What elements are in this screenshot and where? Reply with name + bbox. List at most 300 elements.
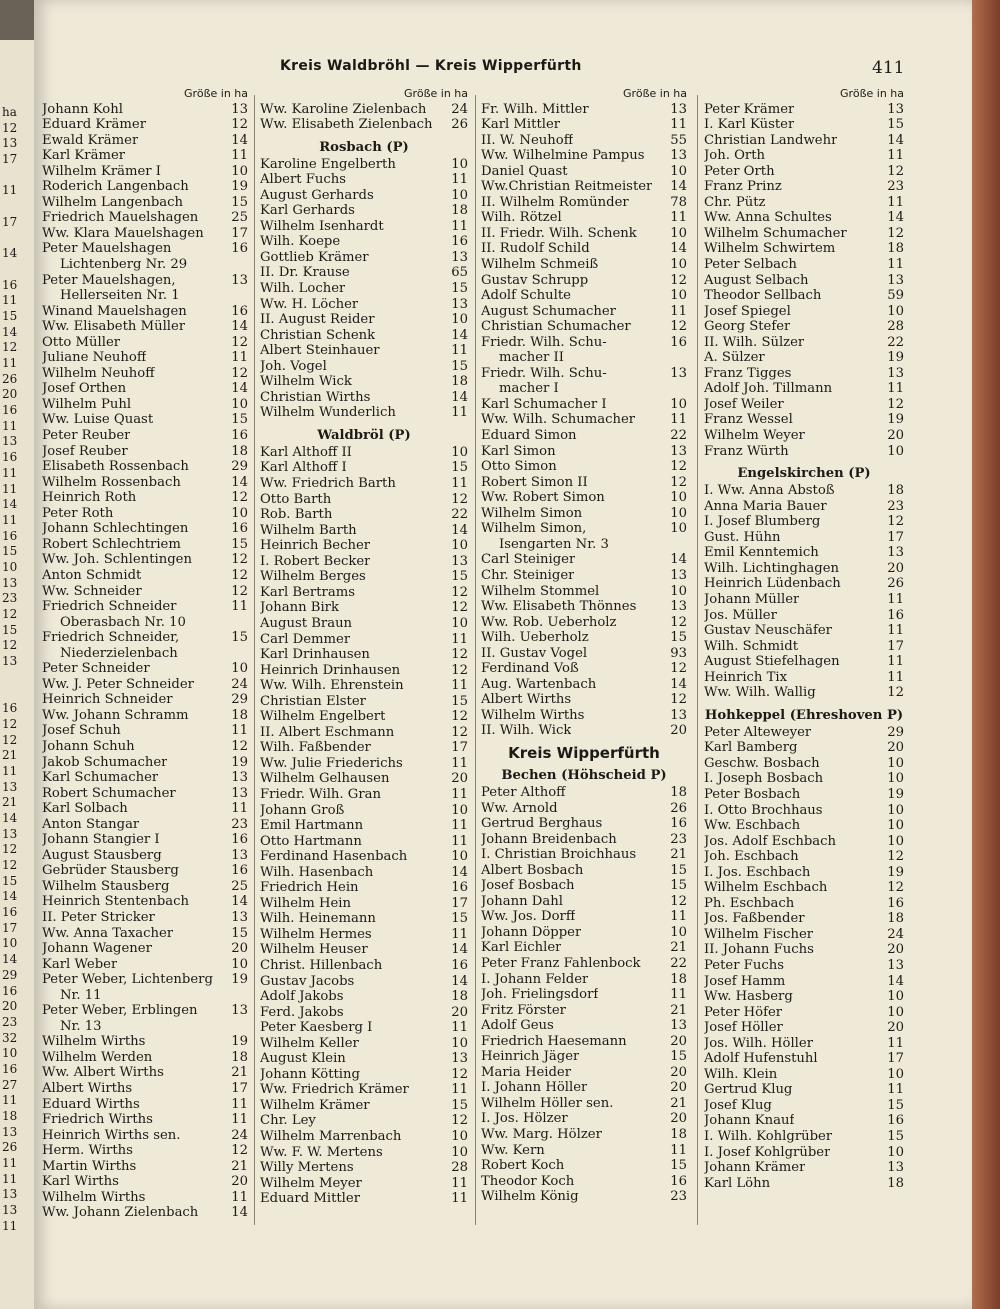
owner-name: Johann Schlechtingen — [42, 521, 189, 537]
owner-entry — [704, 670, 904, 686]
owner-entry — [260, 492, 468, 508]
owner-name: Heinrich Jäger — [481, 1049, 580, 1065]
owner-name: Otto Simon — [481, 459, 557, 475]
owner-name: Peter Weber, Lichtenberg — [42, 972, 213, 988]
column-header: Größe in ha — [840, 87, 904, 100]
owner-entry — [42, 832, 248, 848]
area-ha: 15 — [451, 358, 468, 374]
margin-number: 16 — [2, 528, 18, 543]
entry-continuation — [481, 381, 687, 397]
owner-entry — [481, 692, 687, 708]
column-3 — [481, 86, 687, 1205]
owner-name: Heinrich Wirths sen. — [42, 1127, 181, 1143]
area-ha: 16 — [887, 1113, 904, 1129]
area-ha: 11 — [231, 148, 248, 164]
owner-name: Heinrich Lüdenbach — [704, 576, 841, 592]
owner-name: Wilhelm Langenbach — [42, 194, 184, 210]
area-ha: 11 — [887, 148, 904, 164]
owner-name: Wilhelm Heuser — [260, 942, 368, 958]
owner-entry — [704, 756, 904, 772]
owner-entry — [481, 1018, 687, 1034]
margin-number: 12 — [2, 340, 18, 355]
owner-entry — [42, 102, 248, 118]
owner-name: Karl Eichler — [481, 940, 562, 956]
owner-entry — [260, 234, 468, 250]
owner-name: Wilh. Schmidt — [704, 638, 799, 654]
owner-name: Franz Würth — [704, 443, 789, 459]
area-ha: 18 — [231, 1049, 248, 1065]
owner-name: Joh. Orth — [704, 148, 766, 164]
area-ha: 14 — [887, 132, 904, 148]
area-ha: 10 — [231, 396, 248, 412]
owner-entry — [260, 265, 468, 281]
entry-continuation — [481, 537, 687, 553]
page-number: 411 — [872, 58, 905, 78]
owner-entry — [260, 942, 468, 958]
column-2 — [260, 86, 468, 1207]
margin-number: 13 — [2, 1187, 18, 1202]
owner-name: Gustav Schrupp — [481, 272, 589, 288]
owner-name: Wilhelm Hermes — [260, 926, 372, 942]
owner-name: Wilhelm Weyer — [704, 428, 805, 444]
owner-entry — [704, 412, 904, 428]
margin-number: 16 — [2, 277, 18, 292]
margin-number — [2, 231, 32, 247]
owner-entry — [42, 1112, 248, 1128]
margin-number: 13 — [2, 575, 18, 590]
owner-entry — [42, 1128, 248, 1144]
owner-name: Wilhelm Eschbach — [704, 880, 828, 896]
owner-entry — [260, 312, 468, 328]
area-ha: 19 — [887, 350, 904, 366]
owner-name: Wilhelm Schwirtem — [704, 241, 836, 257]
area-ha: 20 — [887, 560, 904, 576]
area-ha: 18 — [670, 784, 687, 800]
area-ha: 13 — [670, 443, 687, 459]
area-ha: 16 — [670, 816, 687, 832]
entry-continuation — [42, 988, 248, 1004]
entry-continuation — [42, 288, 248, 304]
owner-entry — [704, 1098, 904, 1114]
area-ha: 20 — [451, 1004, 468, 1020]
area-ha: 12 — [231, 365, 248, 381]
owner-name: Friedrich Schneider — [42, 599, 177, 615]
area-ha: 26 — [887, 576, 904, 592]
section-heading: Waldbröl (P) — [317, 427, 411, 443]
owner-entry — [260, 343, 468, 359]
area-ha: 11 — [887, 257, 904, 273]
area-ha: 11 — [231, 1096, 248, 1112]
owner-entry — [481, 288, 687, 304]
owner-name: August Klein — [260, 1051, 346, 1067]
column-header: Größe in ha — [623, 87, 687, 100]
owner-entry — [260, 507, 468, 523]
owner-entry — [704, 639, 904, 655]
owner-name: Peter Höfer — [704, 1004, 783, 1020]
owner-entry — [260, 911, 468, 927]
owner-entry — [704, 974, 904, 990]
owner-entry — [260, 989, 468, 1005]
owner-name: Emil Hartmann — [260, 818, 364, 834]
area-ha: 10 — [231, 956, 248, 972]
owner-name: Wilhelm Fischer — [704, 926, 814, 942]
owner-entry — [704, 685, 904, 701]
owner-entry — [704, 1160, 904, 1176]
owner-name: Wilh. Ueberholz — [481, 630, 589, 646]
owner-name: Johann Dahl — [481, 893, 563, 909]
owner-name: Wilh. Hasenbach — [260, 864, 374, 880]
owner-entry — [260, 405, 468, 421]
area-ha: 16 — [231, 863, 248, 879]
area-ha: 18 — [231, 443, 248, 459]
district-heading: Kreis Wipperfürth — [508, 743, 660, 762]
owner-name: Heinrich Drinhausen — [260, 662, 401, 678]
owner-name: Wilhelm Keller — [260, 1035, 359, 1051]
area-ha: 25 — [231, 878, 248, 894]
owner-name: I. Josef Kohlgrüber — [704, 1144, 831, 1160]
area-ha: 26 — [451, 117, 468, 133]
owner-entry — [42, 661, 248, 677]
owner-name: Daniel Quast — [481, 163, 568, 179]
area-ha: 10 — [670, 583, 687, 599]
area-ha: 10 — [451, 444, 468, 460]
owner-entry — [481, 257, 687, 273]
area-ha: 93 — [670, 645, 687, 661]
owner-name: Nr. 13 — [60, 1018, 102, 1034]
area-ha: 10 — [670, 288, 687, 304]
margin-number: 14 — [2, 246, 18, 261]
owner-entry — [42, 537, 248, 553]
area-ha: 16 — [231, 428, 248, 444]
area-ha: 10 — [451, 615, 468, 631]
area-ha: 12 — [670, 272, 687, 288]
owner-entry — [481, 646, 687, 662]
margin-number: 15 — [2, 544, 18, 559]
owner-entry — [704, 896, 904, 912]
previous-page-edge — [0, 40, 38, 1309]
owner-entry — [481, 785, 687, 801]
owner-entry — [260, 281, 468, 297]
owner-entry — [704, 148, 904, 164]
owner-entry — [704, 654, 904, 670]
area-ha: 11 — [451, 1020, 468, 1036]
owner-name: Ww. Klara Mauelshagen — [42, 225, 204, 241]
margin-number: 11 — [2, 465, 18, 480]
owner-name: Karl Simon — [481, 443, 556, 459]
owner-name: Peter Weber, Erblingen — [42, 1003, 198, 1019]
area-ha: 13 — [670, 365, 687, 381]
owner-entry — [704, 273, 904, 289]
owner-name: Heinrich Tix — [704, 669, 788, 685]
entry-continuation — [42, 257, 248, 273]
owner-entry — [704, 428, 904, 444]
owner-entry — [481, 366, 687, 382]
owner-entry — [42, 568, 248, 584]
area-ha: 13 — [670, 707, 687, 723]
area-ha: 23 — [887, 179, 904, 195]
owner-name: Johann Müller — [704, 591, 800, 607]
area-ha: 21 — [670, 1095, 687, 1111]
area-ha: 14 — [231, 1205, 248, 1221]
owner-entry — [481, 1158, 687, 1174]
area-ha: 13 — [670, 101, 687, 117]
area-ha: 10 — [670, 924, 687, 940]
area-ha: 10 — [887, 989, 904, 1005]
area-ha: 10 — [670, 490, 687, 506]
owner-name: Peter Roth — [42, 505, 114, 521]
owner-entry — [704, 1082, 904, 1098]
owner-entry — [704, 623, 904, 639]
area-ha: 18 — [887, 1175, 904, 1191]
owner-name: Peter Mauelshagen, — [42, 272, 176, 288]
owner-entry — [260, 1067, 468, 1083]
owner-name: Ww. Friedrich Barth — [260, 476, 396, 492]
owner-name: Johann Kötting — [260, 1066, 360, 1082]
owner-entry — [481, 863, 687, 879]
area-ha: 13 — [887, 101, 904, 117]
owner-name: Peter Fuchs — [704, 957, 784, 973]
owner-entry — [260, 374, 468, 390]
owner-name: Peter Alteweyer — [704, 724, 812, 740]
area-ha: 11 — [231, 1189, 248, 1205]
owner-entry — [260, 1160, 468, 1176]
owner-name: Willy Mertens — [260, 1160, 354, 1176]
owner-name: Wilhelm Werden — [42, 1049, 153, 1065]
area-ha: 11 — [231, 350, 248, 366]
owner-name: Friedr. Wilh. Schu- — [481, 365, 607, 381]
owner-name: Peter Kaesberg I — [260, 1020, 373, 1036]
owner-name: Ww. Karoline Zielenbach — [260, 101, 427, 117]
owner-name: Karl Bertrams — [260, 584, 355, 600]
owner-name: Peter Orth — [704, 163, 775, 179]
owner-entry — [481, 444, 687, 460]
area-ha: 12 — [451, 709, 468, 725]
owner-entry — [42, 412, 248, 428]
owner-entry — [481, 816, 687, 832]
owner-name: Gustav Jacobs — [260, 973, 355, 989]
owner-entry — [704, 117, 904, 133]
owner-name: Heinrich Becher — [260, 538, 371, 554]
area-ha: 11 — [451, 786, 468, 802]
margin-number: 14 — [2, 889, 18, 904]
owner-entry — [704, 304, 904, 320]
owner-entry — [481, 972, 687, 988]
margin-number: 20 — [2, 999, 18, 1014]
area-ha: 14 — [451, 864, 468, 880]
area-ha: 20 — [670, 1080, 687, 1096]
owner-name: Karl Weber — [42, 956, 118, 972]
owner-entry — [42, 677, 248, 693]
owner-name: I. Johann Höller — [481, 1080, 588, 1096]
owner-entry — [704, 880, 904, 896]
owner-entry — [481, 397, 687, 413]
area-ha: 12 — [451, 662, 468, 678]
owner-entry — [42, 848, 248, 864]
area-ha: 10 — [451, 312, 468, 328]
owner-name: Wilhelm Simon — [481, 505, 583, 521]
area-ha: 15 — [670, 630, 687, 646]
owner-name: Maria Heider — [481, 1064, 572, 1080]
owner-entry — [260, 297, 468, 313]
owner-name: Karl Gerhards — [260, 203, 355, 219]
owner-entry — [260, 1098, 468, 1114]
owner-entry — [260, 460, 468, 476]
owner-entry — [704, 210, 904, 226]
area-ha: 13 — [887, 545, 904, 561]
owner-entry — [42, 1143, 248, 1159]
area-ha: 11 — [451, 405, 468, 421]
owner-entry — [260, 647, 468, 663]
area-ha — [665, 350, 687, 366]
area-ha: 13 — [231, 101, 248, 117]
owner-entry — [42, 1081, 248, 1097]
owner-entry — [260, 250, 468, 266]
owner-entry — [481, 335, 687, 351]
owner-entry — [260, 523, 468, 539]
owner-entry — [704, 195, 904, 211]
area-ha: 20 — [887, 942, 904, 958]
owner-entry — [42, 599, 248, 615]
area-ha: 26 — [670, 800, 687, 816]
owner-name: Eduard Wirths — [42, 1096, 140, 1112]
owner-entry — [42, 755, 248, 771]
area-ha: 12 — [231, 738, 248, 754]
owner-name: Carl Demmer — [260, 631, 351, 647]
section-heading: Engelskirchen (P) — [737, 466, 871, 482]
owner-entry — [704, 803, 904, 819]
owner-name: Karl Althoff II — [260, 444, 352, 460]
area-ha: 15 — [887, 117, 904, 133]
owner-name: Heinrich Roth — [42, 490, 137, 506]
owner-entry — [704, 927, 904, 943]
owner-entry — [481, 878, 687, 894]
margin-number: 21 — [2, 795, 18, 810]
area-ha: 14 — [231, 894, 248, 910]
owner-name: Wilh. Klein — [704, 1066, 778, 1082]
margin-number: 11 — [2, 183, 18, 198]
owner-entry — [42, 1003, 248, 1019]
margin-number: 23 — [2, 1014, 18, 1029]
owner-entry — [704, 241, 904, 257]
owner-name: Lichtenberg Nr. 29 — [60, 257, 188, 273]
area-ha: 13 — [451, 1051, 468, 1067]
owner-entry — [42, 801, 248, 817]
owner-entry — [481, 1127, 687, 1143]
area-ha: 14 — [231, 319, 248, 335]
owner-entry — [42, 226, 248, 242]
area-ha: 10 — [670, 225, 687, 241]
area-ha: 11 — [887, 669, 904, 685]
area-ha: 12 — [887, 514, 904, 530]
area-ha: 11 — [887, 194, 904, 210]
owner-entry — [704, 499, 904, 515]
owner-name: August Braun — [260, 615, 353, 631]
area-ha: 14 — [451, 522, 468, 538]
owner-name: Eduard Mittler — [260, 1191, 361, 1207]
owner-name: Anton Stangar — [42, 816, 140, 832]
margin-number: 17 — [2, 214, 18, 229]
owner-name: Ww. Luise Quast — [42, 412, 154, 428]
area-ha: 10 — [231, 505, 248, 521]
area-ha: 15 — [670, 862, 687, 878]
area-ha: 12 — [887, 849, 904, 865]
owner-name: Wilhelm Schumacher — [704, 225, 847, 241]
owner-name: Karl Schumacher — [42, 770, 159, 786]
owner-name: Albert Bosbach — [481, 862, 584, 878]
owner-name: Johann Krämer — [704, 1160, 806, 1176]
owner-name: Ww. Julie Friederichs — [260, 755, 403, 771]
area-ha: 13 — [231, 909, 248, 925]
margin-number: 11 — [2, 1156, 18, 1171]
area-ha: 10 — [451, 1129, 468, 1144]
area-ha: 12 — [231, 552, 248, 568]
margin-number: 14 — [2, 810, 18, 825]
area-ha: 11 — [670, 412, 687, 428]
owner-entry — [260, 172, 468, 188]
area-ha: 12 — [231, 117, 248, 133]
owner-name: Josef Spiegel — [704, 303, 791, 319]
owner-name: Christian Elster — [260, 693, 366, 709]
area-ha — [226, 288, 248, 304]
owner-entry — [42, 817, 248, 833]
area-ha: 14 — [451, 327, 468, 343]
owner-entry — [42, 179, 248, 195]
margin-number: 14 — [2, 952, 18, 967]
owner-entry — [260, 1020, 468, 1036]
owner-entry — [704, 1145, 904, 1161]
owner-entry — [704, 818, 904, 834]
owner-entry — [260, 1051, 468, 1067]
area-ha: 14 — [231, 132, 248, 148]
owner-name: II. Wilh. Sülzer — [704, 334, 805, 350]
owner-name: Wilh. Lichtinghagen — [704, 560, 840, 576]
area-ha: 11 — [451, 476, 468, 492]
owner-entry — [704, 942, 904, 958]
owner-name: Emil Kenntemich — [704, 545, 819, 561]
area-ha: 12 — [887, 685, 904, 701]
owner-name: Carl Steiniger — [481, 552, 576, 568]
owner-entry — [481, 1065, 687, 1081]
area-ha: 16 — [670, 1173, 687, 1189]
owner-name: Ww. Schneider — [42, 583, 142, 599]
owner-name: Rob. Barth — [260, 507, 333, 523]
owner-name: Aug. Wartenbach — [481, 676, 597, 692]
area-ha: 14 — [670, 179, 687, 195]
owner-name: Ww. Johann Zielenbach — [42, 1205, 199, 1221]
owner-entry — [42, 397, 248, 413]
owner-entry — [704, 133, 904, 149]
owner-entry — [481, 459, 687, 475]
margin-number: 11 — [2, 356, 18, 370]
area-ha: 16 — [451, 234, 468, 250]
owner-entry — [704, 397, 904, 413]
section-heading: Bechen (Höhscheid P) — [501, 767, 667, 783]
owner-entry — [42, 241, 248, 257]
owner-name: Gebrüder Stausberg — [42, 863, 179, 879]
owner-entry — [704, 608, 904, 624]
owner-entry — [260, 188, 468, 204]
area-ha: 11 — [887, 1082, 904, 1098]
owner-name: Ferdinand Hasenbach — [260, 849, 408, 865]
owner-entry — [260, 787, 468, 803]
area-ha: 13 — [887, 957, 904, 973]
area-ha — [226, 646, 248, 662]
owner-name: I. Johann Felder — [481, 971, 589, 987]
owner-name: Karl Solbach — [42, 801, 128, 817]
owner-name: Wilhelm Krämer I — [42, 163, 162, 179]
area-ha: 19 — [231, 1034, 248, 1050]
owner-entry — [481, 940, 687, 956]
